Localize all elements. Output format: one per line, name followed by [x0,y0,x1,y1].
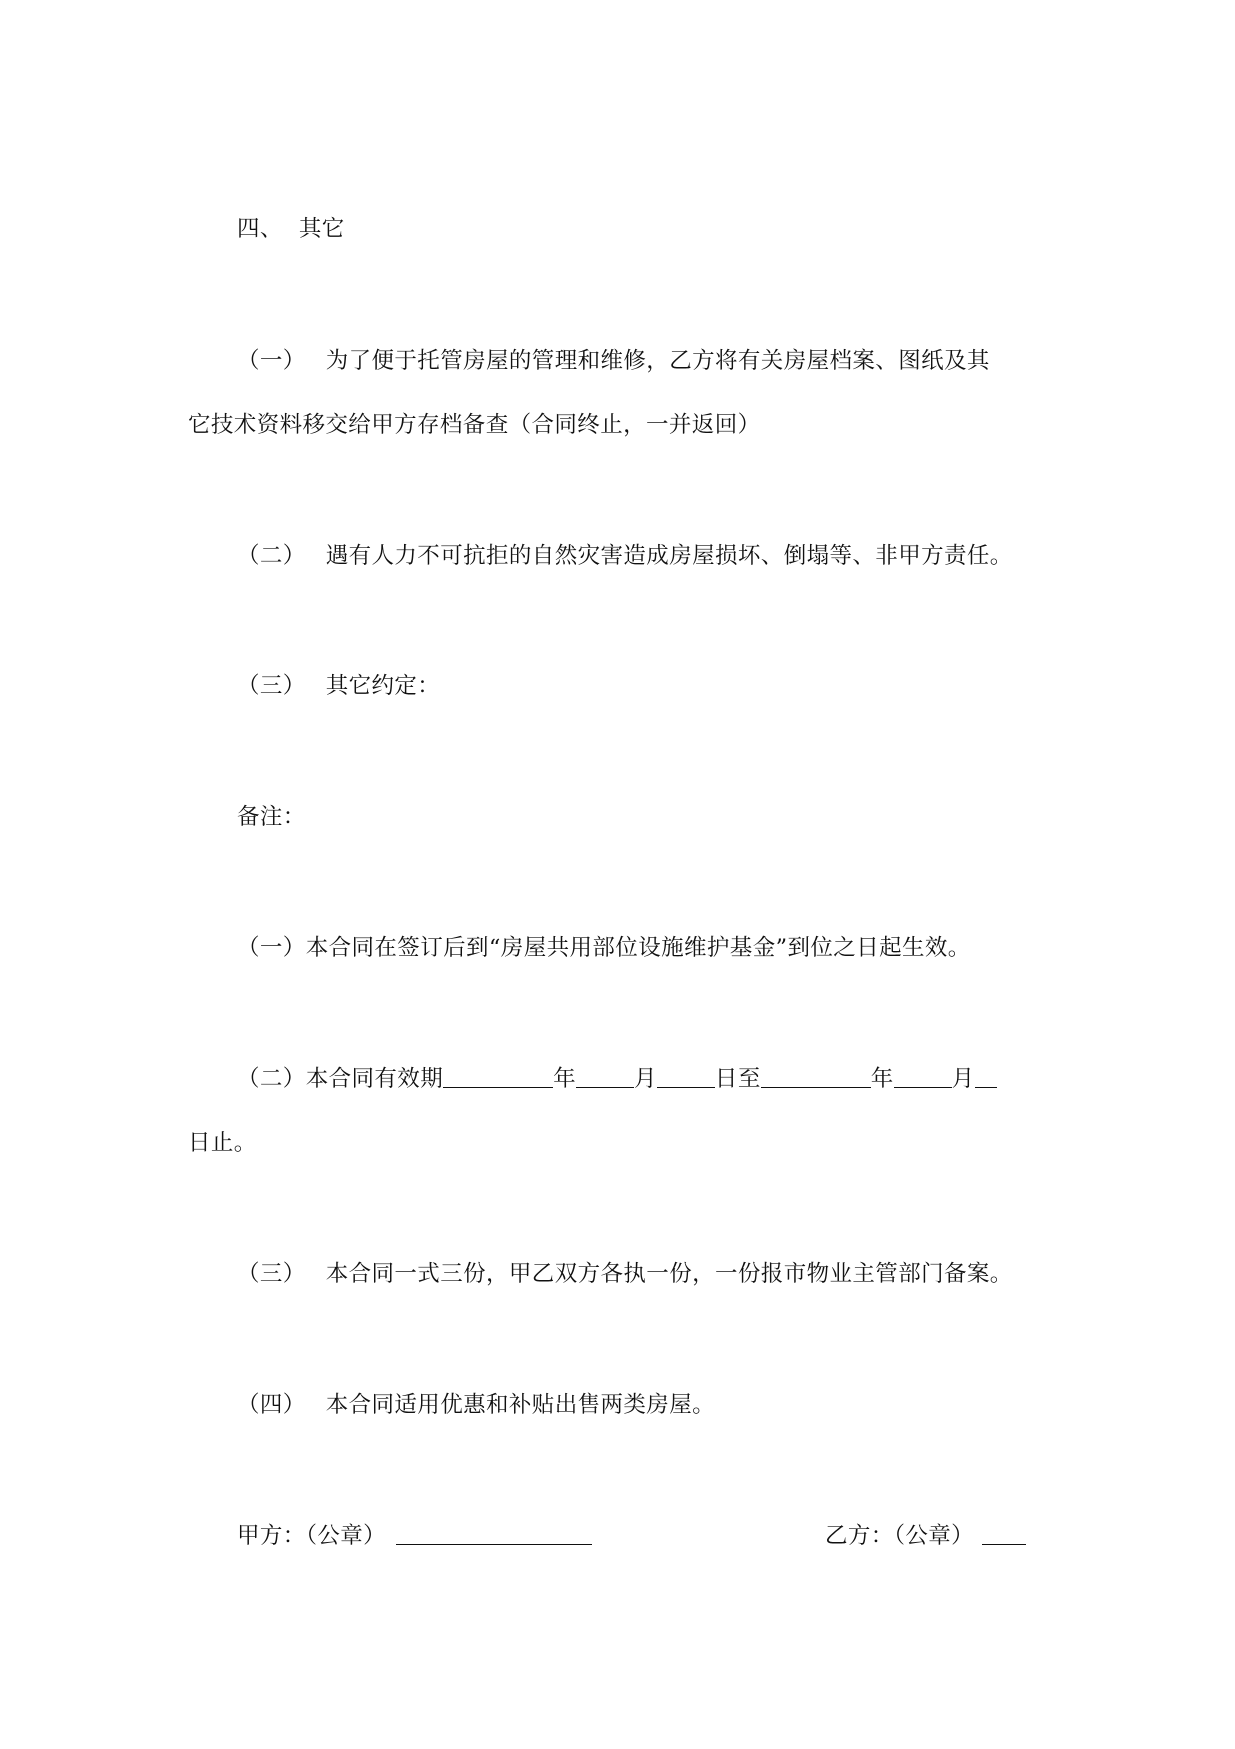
blank-year-start [443,1065,553,1088]
month-label-start: 月 [634,1066,657,1092]
note-1: （一）本合同在签订后到“房屋共用部位设施维护基金”到位之日起生效。 [237,935,971,961]
blank-day-start [657,1065,715,1088]
party-b-label: 乙方：（公章） [825,1523,975,1549]
note-2 [237,1064,997,1094]
clause-1-number: （一） [237,348,306,374]
note-4-text: 本合同适用优惠和补贴出售两类房屋。 [325,1392,716,1418]
clause-2-number: （二） [237,543,306,569]
blank-month-end [894,1065,952,1088]
notes-heading: 备注： [237,804,306,830]
note-3-text: 本合同一式三份，甲乙双方各执一份，一份报市物业主管部门备案。 [325,1261,1013,1287]
party-b-signature-blank [982,1522,1026,1545]
clause-1-text-line2: 它技术资料移交给甲方存档备查（合同终止，一并返回） [188,412,761,438]
note-3 [237,1259,1013,1289]
section-number: 四、 [237,216,283,242]
party-a-signature-blank [396,1522,592,1545]
clause-1 [237,346,990,376]
party-a-label: 甲方：（公章） [237,1523,387,1549]
clause-3-text: 其它约定： [325,673,441,699]
note-4-number: （四） [237,1392,306,1418]
blank-month-start [576,1065,634,1088]
section-four-heading [237,214,345,244]
year-label-end: 年 [870,1066,894,1092]
note-3-number: （三） [237,1261,306,1287]
clause-3 [237,671,440,701]
blank-day-end [975,1065,997,1088]
note-2-prefix: （二）本合同有效期 [237,1066,444,1092]
clause-1-text-line1: 为了便于托管房屋的管理和维修，乙方将有关房屋档案、图纸及其 [325,348,990,374]
blank-year-end [761,1065,871,1088]
section-title: 其它 [298,216,345,242]
note-4 [237,1390,715,1420]
clause-2-text: 遇有人力不可抗拒的自然灾害造成房屋损坏、倒塌等、非甲方责任。 [325,543,1013,569]
clause-3-number: （三） [237,673,306,699]
day-label-to: 日至 [714,1066,761,1092]
year-label-start: 年 [553,1066,577,1092]
clause-2 [237,541,1013,571]
party-b-signature [825,1521,1026,1551]
note-2-line2: 日止。 [188,1130,257,1156]
month-label-end: 月 [951,1066,975,1092]
party-a-signature [237,1521,592,1551]
